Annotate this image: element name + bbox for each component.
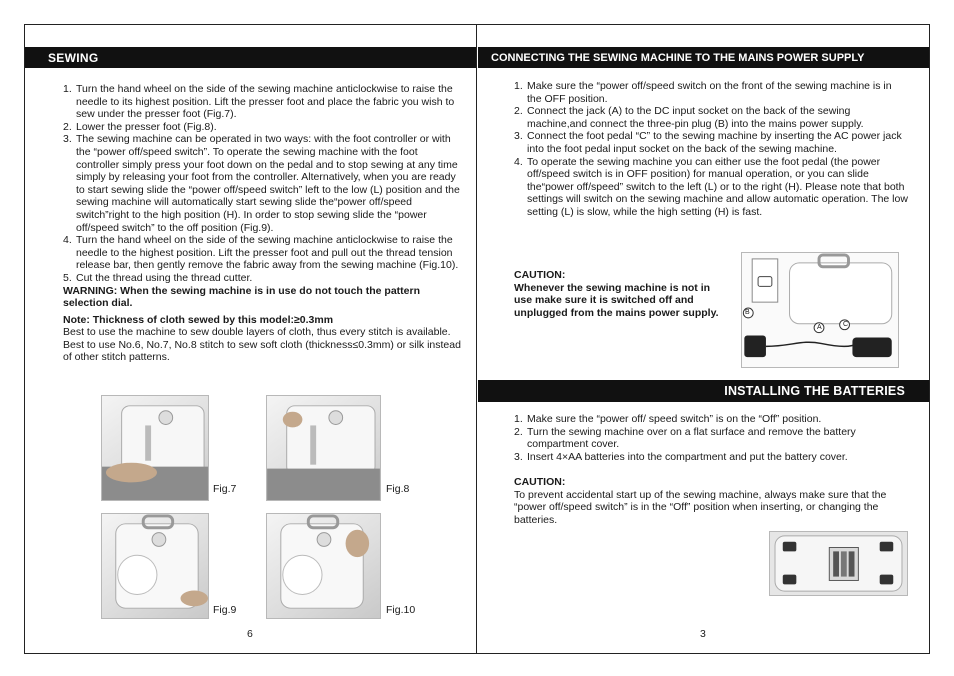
sewing-step: 1. Turn the hand wheel on the side of the sewing machine anticlockwise to raise the needle to its highest position. Lift the presser foot and place the fabric you wish to sew under the presser foot (Fig.7). [63, 83, 455, 121]
note-body: Best to use the machine to sew double layers of cloth, thus every stitch is available. Best to use No.6, No.7, No.8 stitch to sew soft cloth (thickness≤0.3mm) or silk instead of other stitch patterns. [63, 326, 461, 364]
warning-text: WARNING: When the sewing machine is in use do not touch the pattern selection dial. [63, 284, 421, 310]
power-step: 1. Make sure the “power off/speed switch on the front of the sewing machine is in the OFF position. [514, 80, 892, 105]
battery-step: 3. Insert 4×AA batteries into the compartment and put the battery cover. [514, 450, 848, 463]
sewing-step: 4. Turn the hand wheel on the side of the sewing machine anticlockwise to raise the needle to the highest position. Lift the presser foot and pull out the thread tension release bar, then gently remove the fabric away from the sewing machine (Fig.10). [63, 234, 459, 272]
sewing-heading: SEWING [25, 47, 476, 68]
fig10-label: Fig.10 [386, 604, 416, 616]
sewing-steps [63, 83, 463, 364]
battery-steps [514, 413, 912, 463]
power-step: 4. To operate the sewing machine you can either use the foot pedal (the power off/speed switch is in OFF position) for manual operation, or you can slide the“power off/speed” switch to the left (L) or to the right (H). Please note that both settings will switch on the sewing machine and allow automatic operation. The low setting (L) is slow, while the high setting (H) is fast. [514, 155, 908, 218]
note-title: Note: Thickness of cloth sewed by this model:≥0.3mm [63, 313, 334, 326]
page-number-left: 6 [247, 628, 253, 640]
battery-step: 2. Turn the sewing machine over on a flat surface and remove the battery compartment cover. [514, 425, 856, 451]
power-step: 3. Connect the foot pedal “C” to the sewing machine by inserting the AC power jack into the foot pedal input socket on the back of the sewing machine. [514, 130, 902, 155]
caution-power-title: CAUTION: [514, 269, 566, 281]
fig8-label: Fig.8 [386, 483, 410, 495]
power-supply-heading: CONNECTING THE SEWING MACHINE TO THE MAINS POWER SUPPLY [478, 47, 929, 68]
page-number-right: 3 [700, 628, 706, 640]
fig10-photo [266, 513, 381, 619]
label-b: B [745, 309, 750, 316]
battery-step: 1. Make sure the “power off/ speed switch” is on the “Off” position. [514, 413, 822, 425]
caution-battery-title: CAUTION: [514, 476, 566, 488]
caution-battery-body: To prevent accidental start up of the sewing machine, always make sure that the “power off/speed switch” is in the “Off” position when inserting, or changing the batteries. [514, 488, 887, 526]
caution-power [514, 269, 726, 319]
fig7-label: Fig.7 [213, 483, 237, 495]
page-divider [476, 24, 477, 654]
battery-compartment-photo [769, 531, 908, 596]
fig9-photo [101, 513, 209, 619]
power-step: 2. Connect the jack (A) to the DC input socket on the back of the sewing machine,and connect the three-pin plug (B) into the mains power supply. [514, 105, 864, 130]
sewing-step: 5. Cut the thread using the thread cutter. [63, 271, 253, 284]
sewing-step: 3. The sewing machine can be operated in two ways: with the foot controller or with the “power off/speed switch”. To operate the sewing machine with the foot controller simply press your foot down on the pedal and to stop sewing at any time simply by releasing your foot from the controller. Alternatively, when you are ready to start sewing slide the “power off/speed switch” left to the low (L) position and the sewing machine will automatically start sewing slide the“power off/speed switch”right to the high position (H). In order to stop sewing slide the “power off/speed switch” to the off position (Fig.9). [63, 133, 460, 234]
sewing-step: 2. Lower the presser foot (Fig.8). [63, 120, 217, 133]
caution-power-body: Whenever the sewing machine is not in use make sure it is switched off and unplugged from the mains power supply. [514, 281, 719, 319]
label-a: A [817, 324, 822, 331]
fig8-photo [266, 395, 381, 501]
label-c: C [843, 321, 849, 328]
power-steps [514, 80, 909, 219]
power-connection-photo [741, 252, 899, 368]
fig7-photo [101, 395, 209, 501]
caution-battery [514, 476, 912, 526]
batteries-heading: INSTALLING THE BATTERIES [478, 380, 929, 402]
fig9-label: Fig.9 [213, 604, 237, 616]
